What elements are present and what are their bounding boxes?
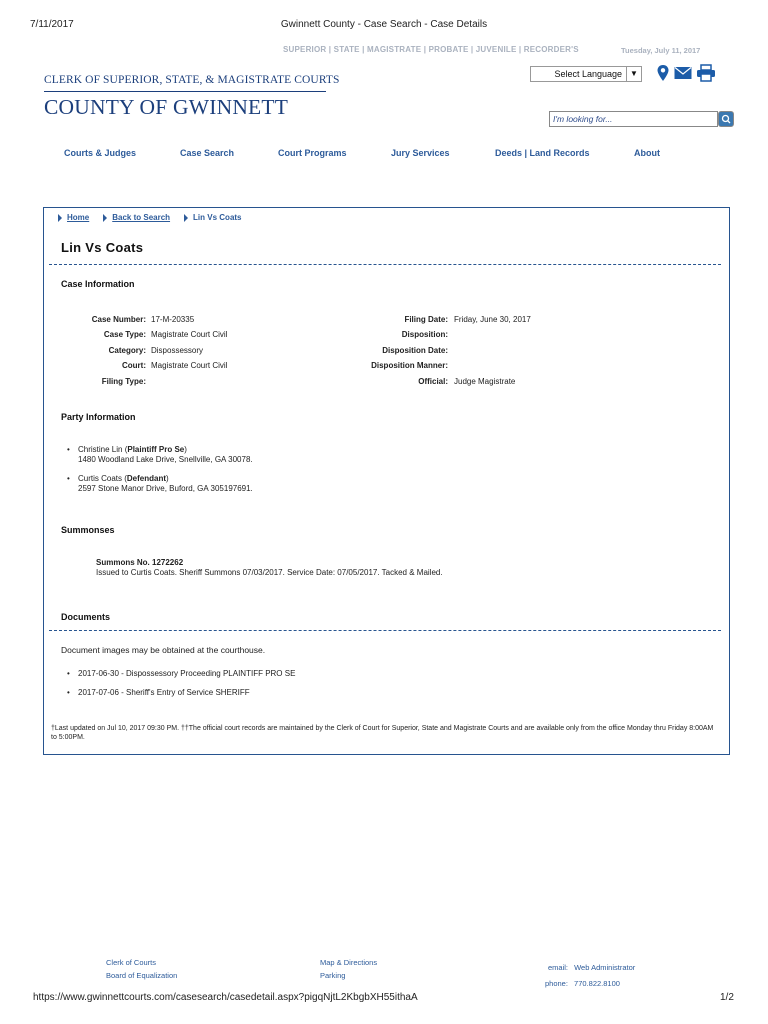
summons-detail: Issued to Curtis Coats. Sheriff Summons 07/03/2017. Service Date: 07/05/2017. Tacked & Mailed. [96, 568, 443, 577]
case-type-value: Magistrate Court Civil [151, 330, 228, 339]
logo-county-title[interactable]: COUNTY OF GWINNETT [44, 95, 289, 119]
court-nav[interactable]: SUPERIOR | STATE | MAGISTRATE | PROBATE | JUVENILE | RECORDER'S [283, 45, 579, 54]
category-label: Category: [108, 346, 146, 355]
search-icon [719, 112, 733, 126]
breadcrumb-back-to-search[interactable]: Back to Search [112, 213, 171, 222]
disposition-manner-label: Disposition Manner: [371, 361, 448, 370]
footer-email-link[interactable]: Web Administrator [574, 963, 636, 972]
breadcrumb-current: Lin Vs Coats [193, 213, 242, 222]
disposition-date-label: Disposition Date: [382, 346, 448, 355]
nav-case-search[interactable]: Case Search [180, 148, 235, 158]
print-title: Gwinnett County - Case Search - Case Details [280, 19, 488, 30]
nav-court-programs[interactable]: Court Programs [278, 148, 347, 158]
logo-divider [44, 91, 326, 92]
breadcrumb-arrow-icon [184, 214, 188, 222]
print-url: https://www.gwinnettcourts.com/casesearch/casedetail.aspx?pigqNjtL2KbgbXH55ithaA [33, 992, 418, 1003]
documents-heading: Documents [61, 612, 111, 622]
document-entry[interactable]: 2017-07-06 - Sheriff's Entry of Service SHERIFF [78, 688, 250, 697]
footer-phone-value: 770.822.8100 [574, 979, 620, 988]
search-go-button[interactable] [718, 111, 734, 127]
nav-about[interactable]: About [634, 148, 660, 158]
language-select-label: Select Language [554, 69, 622, 79]
page-title: Lin Vs Coats [61, 240, 144, 255]
map-pin-icon[interactable] [656, 64, 670, 82]
party-address: 2597 Stone Manor Drive, Buford, GA 305197691. [78, 484, 253, 493]
footnote: †Last updated on Jul 10, 2017 09:30 PM. ††The official court records are maintained by the Clerk of Court for Superior, State and Magistrate Courts and are available only from the office Monday thru Friday 8:00AM to 5:00PM. [51, 725, 714, 741]
nav-courts-judges[interactable]: Courts & Judges [64, 148, 137, 158]
court-label: Court: [122, 361, 146, 370]
footer-link-parking[interactable]: Parking [320, 971, 346, 980]
case-number-value: 17-M-20335 [151, 315, 195, 324]
official-label: Official: [418, 377, 448, 386]
court-value: Magistrate Court Civil [151, 361, 228, 370]
official-value: Judge Magistrate [454, 377, 516, 386]
documents-note: Document images may be obtained at the courthouse. [61, 645, 266, 655]
footer-link-clerk-of-courts[interactable]: Clerk of Courts [106, 958, 157, 967]
breadcrumb-arrow-icon [103, 214, 107, 222]
top-date: Tuesday, July 11, 2017 [621, 46, 701, 55]
disposition-label: Disposition: [401, 330, 448, 339]
bullet-icon: • [67, 474, 70, 483]
footer-link-map-directions[interactable]: Map & Directions [320, 958, 378, 967]
filing-date-label: Filing Date: [404, 315, 448, 324]
header-icons [656, 64, 716, 82]
party-address: 1480 Woodland Lake Drive, Snellville, GA 30078. [78, 455, 253, 464]
footer-email-label: email: [548, 963, 569, 972]
document-entry[interactable]: 2017-06-30 - Dispossessory Proceeding PLAINTIFF PRO SE [78, 669, 296, 678]
footer-link-board-of-equalization[interactable]: Board of Equalization [106, 971, 178, 980]
print-date: 7/11/2017 [30, 19, 74, 30]
breadcrumb-arrow-icon [58, 214, 62, 222]
bullet-icon: • [67, 688, 70, 697]
summons-number: Summons No. 1272262 [96, 558, 184, 567]
bullet-icon: • [67, 669, 70, 678]
case-number-label: Case Number: [91, 315, 146, 324]
case-information-heading: Case Information [61, 279, 135, 289]
breadcrumb [58, 213, 242, 222]
category-value: Dispossessory [151, 346, 204, 355]
divider [49, 264, 721, 265]
summonses-heading: Summonses [61, 525, 115, 535]
party-role-close: ) [166, 474, 169, 483]
list-item [67, 474, 253, 494]
language-select[interactable] [530, 66, 642, 82]
chevron-down-icon: ▼ [626, 67, 641, 81]
search-input[interactable]: I'm looking for... [549, 111, 718, 127]
party-name: Curtis Coats ( [78, 474, 127, 483]
filing-type-label: Filing Type: [101, 377, 146, 386]
party-role-close: ) [184, 445, 187, 454]
list-item [67, 669, 295, 679]
nav-jury-services[interactable]: Jury Services [391, 148, 450, 158]
nav-deeds-land-records[interactable]: Deeds | Land Records [495, 148, 590, 158]
party-role: Defendant [126, 474, 167, 483]
divider [49, 630, 721, 631]
email-icon[interactable] [674, 66, 692, 80]
list-item [67, 688, 250, 698]
case-type-label: Case Type: [103, 330, 146, 339]
print-page-number: 1/2 [720, 992, 734, 1003]
bullet-icon: • [67, 445, 70, 454]
print-icon[interactable] [696, 64, 716, 82]
breadcrumb-home[interactable]: Home [67, 213, 90, 222]
list-item [67, 445, 253, 465]
party-role: Plaintiff Pro Se [127, 445, 185, 454]
filing-date-value: Friday, June 30, 2017 [454, 315, 531, 324]
party-name: Christine Lin ( [78, 445, 128, 454]
party-information-heading: Party Information [61, 412, 136, 422]
footer-phone-label: phone: [545, 979, 568, 988]
logo-clerk-title[interactable]: CLERK OF SUPERIOR, STATE, & MAGISTRATE COURTS [44, 74, 340, 86]
